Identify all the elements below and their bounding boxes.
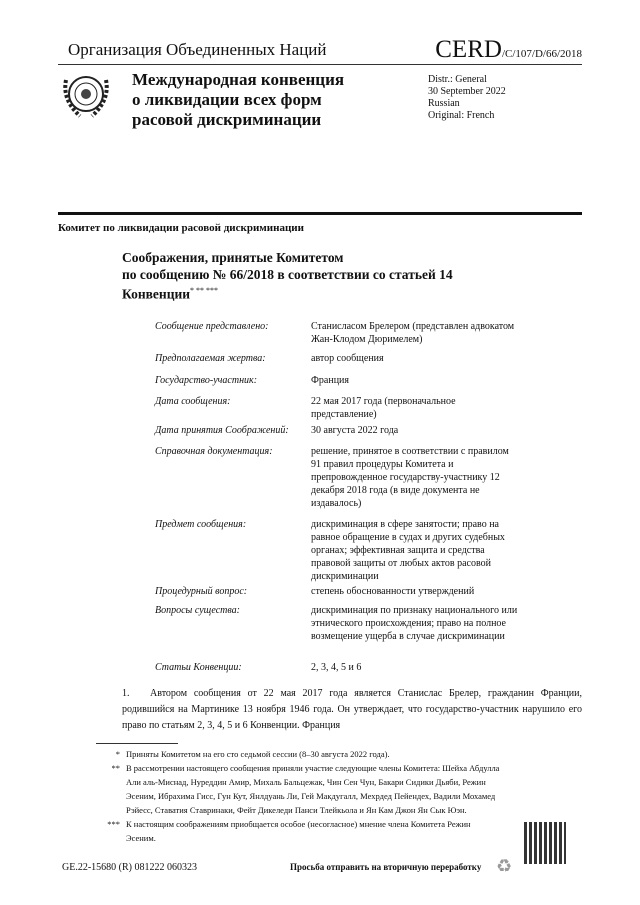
distr-line: Distr.: General	[428, 74, 487, 85]
footnote	[96, 817, 496, 845]
footnote-text: К настоящим соображениям приобщается особое (несогласное) мнение члена Комитета Режин Эсеним.	[126, 819, 471, 843]
distribution-block	[428, 74, 506, 122]
field-value: Станисласом Брелером (представлен адвокатом Жан-Клодом Дюримелем)	[311, 321, 515, 345]
header-rule	[58, 64, 582, 65]
footnote-marks: * ** ***	[190, 286, 219, 295]
distr-language: Russian	[428, 98, 460, 109]
committee-name: Комитет по ликвидации расовой дискриминации	[58, 222, 304, 234]
field-value: автор сообщения	[311, 353, 384, 364]
field-label: Сообщение представлено:	[155, 321, 269, 332]
convention-title	[132, 70, 344, 130]
footnote-mark: *	[115, 749, 120, 759]
field-label: Процедурный вопрос:	[155, 586, 248, 597]
footnote-mark: **	[111, 763, 120, 773]
field-label: Предполагаемая жертва:	[155, 353, 266, 364]
footnote-mark: ***	[107, 819, 120, 829]
field-value: 30 августа 2022 года	[311, 425, 399, 436]
field-label: Статьи Конвенции:	[155, 662, 242, 673]
field-label: Справочная документация:	[155, 446, 273, 457]
field-row	[155, 518, 575, 583]
field-value: 2, 3, 4, 5 и 6	[311, 662, 362, 673]
field-row	[155, 320, 575, 346]
field-label: Вопросы существа:	[155, 605, 240, 616]
field-label: Предмет сообщения:	[155, 519, 247, 530]
field-label: Дата сообщения:	[155, 396, 231, 407]
distr-date: 30 September 2022	[428, 86, 506, 97]
paragraph-text: Автором сообщения от 22 мая 2017 года является Станислас Брелер, гражданин Франции, родившийся на Мартинике 13 ноября 1946 года. Он утверждает, что государство-участник нарушило его право по статьям 2, 3, 4, 5 и 6 Конвенции. Франция	[122, 688, 582, 731]
footnote	[96, 747, 516, 761]
convention-line: расовой дискриминации	[132, 110, 322, 129]
title-line: Конвенции	[122, 286, 191, 302]
field-row	[155, 661, 575, 674]
field-value: 22 мая 2017 года (первоначальное представление)	[311, 396, 456, 420]
field-label: Дата принятия Соображений:	[155, 425, 289, 436]
recycle-icon: ♻	[496, 856, 513, 876]
job-number: GE.22-15680 (R) 081222 060323	[62, 862, 197, 873]
un-emblem-icon	[60, 70, 112, 122]
paragraph-1	[122, 686, 582, 734]
field-row	[155, 585, 575, 598]
symbol-main: CERD	[435, 36, 502, 63]
footnote	[96, 761, 516, 817]
section-rule	[58, 212, 582, 215]
field-value: степень обоснованности утверждений	[311, 586, 475, 597]
footnote-text: Приняты Комитетом на его сто седьмой сессии (8–30 августа 2022 года).	[126, 749, 390, 759]
paragraph-number: 1.	[122, 688, 130, 699]
field-value: Франция	[311, 375, 349, 386]
field-value: решение, принятое в соответствии с правилом 91 правил процедуры Комитета и препровожденное государству-участнику 12 декабря 2018 года (в виде документа не издавалось)	[311, 446, 509, 509]
field-row	[155, 445, 575, 510]
qr-code	[524, 822, 566, 864]
title-line: Соображения, принятые Комитетом	[122, 250, 344, 265]
recycle-note: Просьба отправить на вторичную переработку	[290, 862, 482, 872]
field-row	[155, 604, 575, 643]
field-row	[155, 424, 575, 437]
field-row	[155, 374, 575, 387]
document-title	[122, 250, 453, 303]
field-label: Государство-участник:	[155, 375, 258, 386]
document-symbol	[435, 36, 582, 64]
distr-original: Original: French	[428, 110, 495, 121]
convention-line: о ликвидации всех форм	[132, 90, 322, 109]
organization-name: Организация Объединенных Наций	[68, 40, 327, 59]
field-row	[155, 352, 575, 365]
field-value: дискриминация в сфере занятости; право на равное обращение в судах и других судебных органах; эффективная защита и средства правовой защиты от любых актов расовой дискриминации	[311, 519, 505, 582]
symbol-suffix: /C/107/D/66/2018	[501, 48, 582, 60]
title-line: по сообщению № 66/2018 в соответствии со статьей 14	[122, 266, 453, 282]
field-value: дискриминация по признаку национального или этнического происхождения; право на полное возмещение ущерба в случае дискриминации	[311, 605, 518, 642]
footnote-text: В рассмотрении настоящего сообщения приняли участие следующие члены Комитета: Шейха Абдулла Али аль-Миснад, Нуреддин Амир, Михаль Бальцежак, Чин Сен Чун, Бакари Сидики Дьяби, Режин Эсеним, Ибрахима Гисс, Гун Кут, Янлдуань Ли, Гей Макдугалл, Мехрдед Пейендех, Вадили Мохамед Рэйесс, Ставатия Ставринаки, Фейт Дикеледи Панси Тлейкьола и Ян Кам Джон Ян Сык Юэн.	[126, 763, 500, 815]
footnote-rule	[96, 743, 178, 744]
convention-line: Международная конвенция	[132, 70, 345, 89]
field-row	[155, 395, 575, 421]
